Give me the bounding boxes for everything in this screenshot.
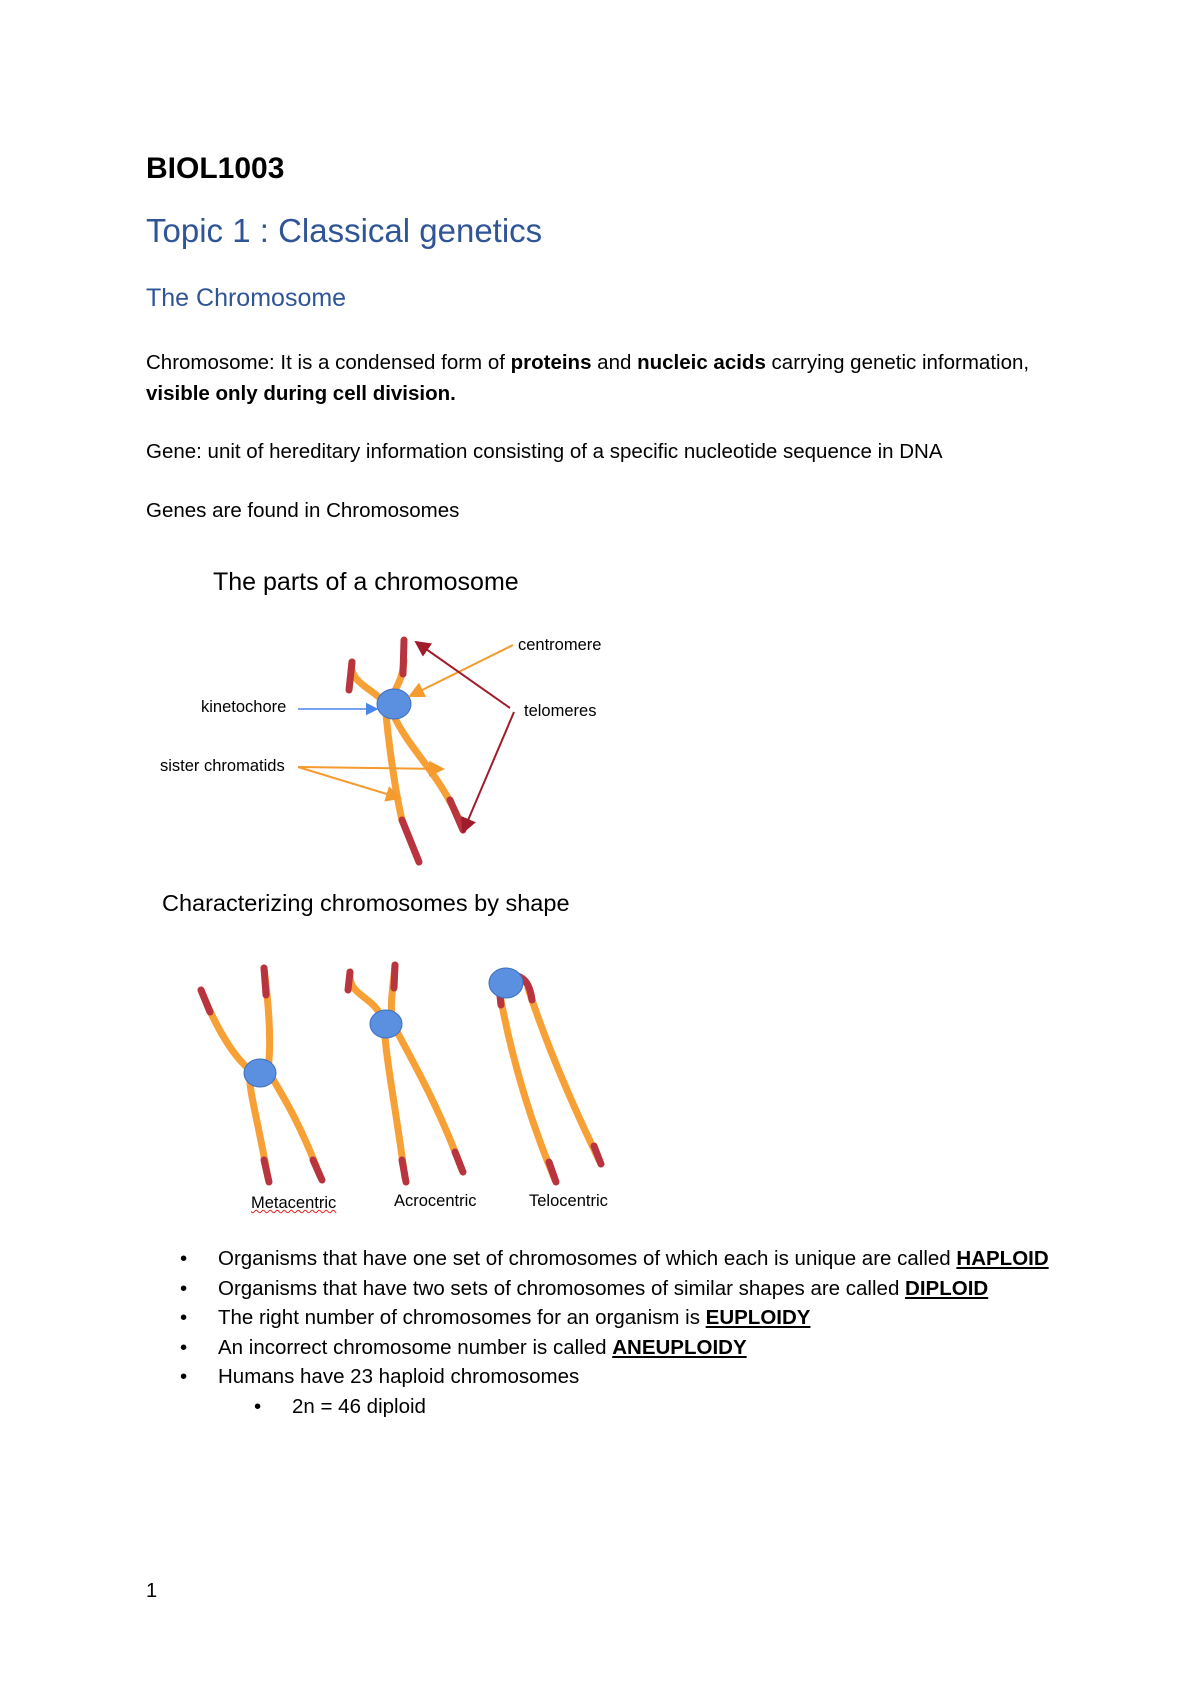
keyword-aneuploidy: ANEUPLOIDY (612, 1335, 747, 1359)
bullet-humans-text: Humans have 23 haploid chromosomes (218, 1365, 580, 1388)
sister-chromatid-arrow-1 (298, 767, 443, 769)
genes-found-sentence: Genes are found in Chromosomes (146, 499, 460, 522)
list-item (180, 1244, 1100, 1274)
keyword-haploid: HAPLOID (956, 1247, 1049, 1270)
figure-shapes-title: Characterizing chromosomes by shape (162, 890, 570, 916)
bullet-euploidy-text: The right number of chromosomes for an organism is (218, 1306, 706, 1329)
list-item (180, 1303, 1100, 1333)
label-kinetochore: kinetochore (201, 698, 287, 716)
metacentric-chromosome (201, 968, 322, 1182)
telocentric-chromosome (489, 968, 601, 1182)
bullet-aneuploidy-text: An incorrect chromosome number is called (218, 1335, 613, 1359)
list-item (180, 1362, 1100, 1392)
chromosome-def-proteins: proteins (510, 351, 592, 374)
course-code: BIOL1003 (146, 152, 285, 185)
section-heading: The Chromosome (146, 284, 347, 312)
label-sister-chromatids: sister chromatids (160, 757, 285, 775)
gene-definition: Gene: unit of hereditary information consisting of a specific nucleotide sequence in DNA (146, 440, 943, 463)
list-item (180, 1274, 1100, 1304)
bullet-diploid-count: 2n = 46 diploid (292, 1394, 426, 1418)
chromosome-def-visible: visible only during cell division. (146, 382, 456, 405)
keyword-euploidy: EUPLOIDY (705, 1306, 811, 1329)
chromosome-def-nucleic-acids: nucleic acids (637, 351, 766, 374)
sister-chromatid-arrow-2 (298, 767, 400, 798)
chromosome-def-text-3: carrying genetic information, (765, 351, 1030, 374)
label-centromere: centromere (518, 636, 602, 654)
label-telocentric: Telocentric (529, 1192, 608, 1210)
label-metacentric: Metacentric (251, 1194, 337, 1212)
figure-parts-title: The parts of a chromosome (213, 568, 519, 596)
topic-heading: Topic 1 : Classical genetics (146, 212, 543, 249)
telomere-arrow-bottom (463, 712, 514, 832)
label-telomeres: telomeres (524, 702, 597, 720)
acrocentric-chromosome (348, 965, 463, 1182)
list-item (180, 1392, 1100, 1422)
centromere-shape (377, 689, 411, 719)
page-number: 1 (146, 1580, 158, 1602)
chromosome-def-text-1: Chromosome: It is a condensed form of (146, 351, 511, 374)
centromere-arrow (410, 645, 513, 696)
bullet-haploid-text: Organisms that have one set of chromosomes of which each is unique are called (218, 1247, 957, 1270)
label-acrocentric: Acrocentric (394, 1192, 477, 1210)
list-item (180, 1333, 1100, 1363)
bullet-list (180, 1244, 1100, 1421)
chromosome-def-text-2: and (591, 351, 638, 374)
telomere-arrow-top (416, 642, 510, 708)
bullet-diploid-text: Organisms that have two sets of chromosomes of similar shapes are called (218, 1276, 906, 1300)
keyword-diploid: DIPLOID (905, 1276, 989, 1300)
